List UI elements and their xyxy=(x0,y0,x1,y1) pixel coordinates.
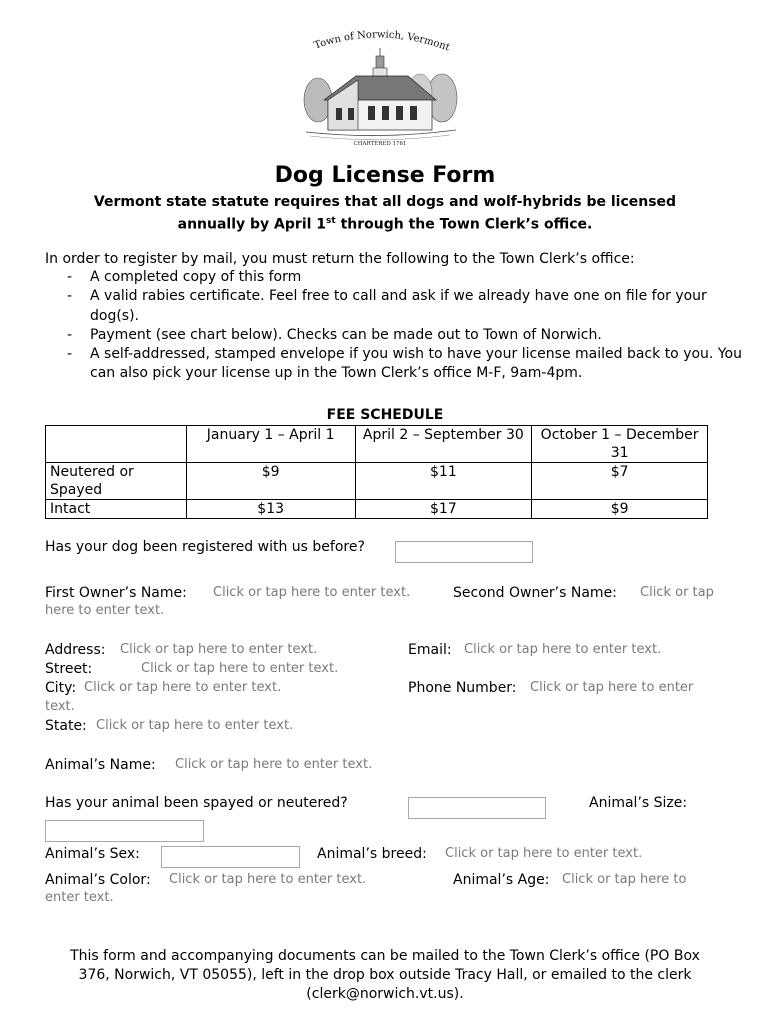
table-row xyxy=(46,463,708,500)
town-logo xyxy=(300,28,460,153)
city-input[interactable]: Click or tap here to enter text. xyxy=(84,680,282,695)
table-header-cell xyxy=(46,426,187,463)
table-header-row xyxy=(46,426,708,463)
table-row xyxy=(46,500,708,519)
subtitle-line-2-pre: annually by April 1 xyxy=(177,216,327,233)
color-label: Animal’s Color: xyxy=(45,872,151,888)
second-owner-input-wrap[interactable]: here to enter text. xyxy=(45,603,165,618)
spayed-label: Has your animal been spayed or neutered? xyxy=(45,795,348,811)
sex-dropdown[interactable] xyxy=(161,846,300,868)
town-hall-illustration xyxy=(300,28,460,153)
footer-line-2: 376, Norwich, VT 05055), left in the drop box outside Tracy Hall, or emailed to the clerk xyxy=(78,967,692,983)
breed-input[interactable]: Click or tap here to enter text. xyxy=(445,846,643,861)
subtitle-line-1: Vermont state statute requires that all dogs and wolf-hybrids be licensed xyxy=(93,194,677,210)
table-cell: $9 xyxy=(532,500,708,519)
city-label: City: xyxy=(45,680,77,696)
spayed-dropdown[interactable] xyxy=(408,797,546,819)
first-owner-input[interactable]: Click or tap here to enter text. xyxy=(213,585,411,600)
street-input[interactable]: Click or tap here to enter text. xyxy=(141,661,339,676)
state-label: State: xyxy=(45,718,87,734)
subtitle-line-2-post: through the Town Clerk’s office. xyxy=(335,216,593,233)
table-header-cell: October 1 – December 31 xyxy=(532,426,708,463)
table-cell: Neutered or Spayed xyxy=(46,463,187,500)
table-cell: $17 xyxy=(355,500,532,519)
first-owner-label: First Owner’s Name: xyxy=(45,585,187,601)
table-cell: $7 xyxy=(532,463,708,500)
city-input-wrap[interactable]: text. xyxy=(45,699,75,714)
subtitle-line-2 xyxy=(0,212,770,235)
registered-before-label: Has your dog been registered with us before? xyxy=(45,539,365,555)
second-owner-label: Second Owner’s Name: xyxy=(453,585,617,601)
state-input[interactable]: Click or tap here to enter text. xyxy=(96,718,294,733)
second-owner-input[interactable]: Click or tap xyxy=(640,585,714,600)
table-header-cell: January 1 – April 1 xyxy=(186,426,355,463)
footer-line-1: This form and accompanying documents can be mailed to the Town Clerk’s office (PO Box xyxy=(70,948,700,964)
requirements-list xyxy=(45,268,745,384)
size-dropdown[interactable] xyxy=(45,820,204,842)
list-item: - A completed copy of this form xyxy=(45,268,745,287)
logo-arc-text: Town of Norwich, Vermont xyxy=(312,29,452,54)
size-label: Animal’s Size: xyxy=(589,795,688,811)
footer-line-3: (clerk@norwich.vt.us). xyxy=(306,986,464,1002)
subtitle-superscript: st xyxy=(326,216,336,226)
table-cell: Intact xyxy=(46,500,187,519)
animal-name-label: Animal’s Name: xyxy=(45,757,156,773)
logo-caption: CHARTERED 1761 xyxy=(353,141,407,147)
animal-name-input[interactable]: Click or tap here to enter text. xyxy=(175,757,373,772)
age-input-wrap[interactable]: enter text. xyxy=(45,890,114,905)
table-cell: $13 xyxy=(186,500,355,519)
address-input[interactable]: Click or tap here to enter text. xyxy=(120,642,318,657)
email-label: Email: xyxy=(408,642,452,658)
breed-label: Animal’s breed: xyxy=(317,846,427,862)
table-header-cell: April 2 – September 30 xyxy=(355,426,532,463)
table-cell: $9 xyxy=(186,463,355,500)
fee-schedule-heading: FEE SCHEDULE xyxy=(326,407,444,423)
list-item: - A self-addressed, stamped envelope if you wish to have your license mailed back to you. You can also pick your license up in the Town Clerk’s office M-F, 9am-4pm. xyxy=(45,345,745,384)
intro-text: In order to register by mail, you must return the following to the Town Clerk’s office: xyxy=(45,251,635,267)
street-label: Street: xyxy=(45,661,93,677)
phone-input[interactable]: Click or tap here to enter xyxy=(530,680,694,695)
list-item: - A valid rabies certificate. Feel free to call and ask if we already have one on file for your dog(s). xyxy=(45,287,745,326)
phone-label: Phone Number: xyxy=(408,680,517,696)
email-input[interactable]: Click or tap here to enter text. xyxy=(464,642,662,657)
page-title: Dog License Form xyxy=(274,163,496,188)
color-input[interactable]: Click or tap here to enter text. xyxy=(169,872,367,887)
list-item: - Payment (see chart below). Checks can be made out to Town of Norwich. xyxy=(45,326,745,345)
table-cell: $11 xyxy=(355,463,532,500)
registered-before-dropdown[interactable] xyxy=(395,541,533,563)
fee-table xyxy=(45,425,708,519)
sex-label: Animal’s Sex: xyxy=(45,846,140,862)
age-input[interactable]: Click or tap here to xyxy=(562,872,687,887)
address-label: Address: xyxy=(45,642,106,658)
age-label: Animal’s Age: xyxy=(453,872,550,888)
